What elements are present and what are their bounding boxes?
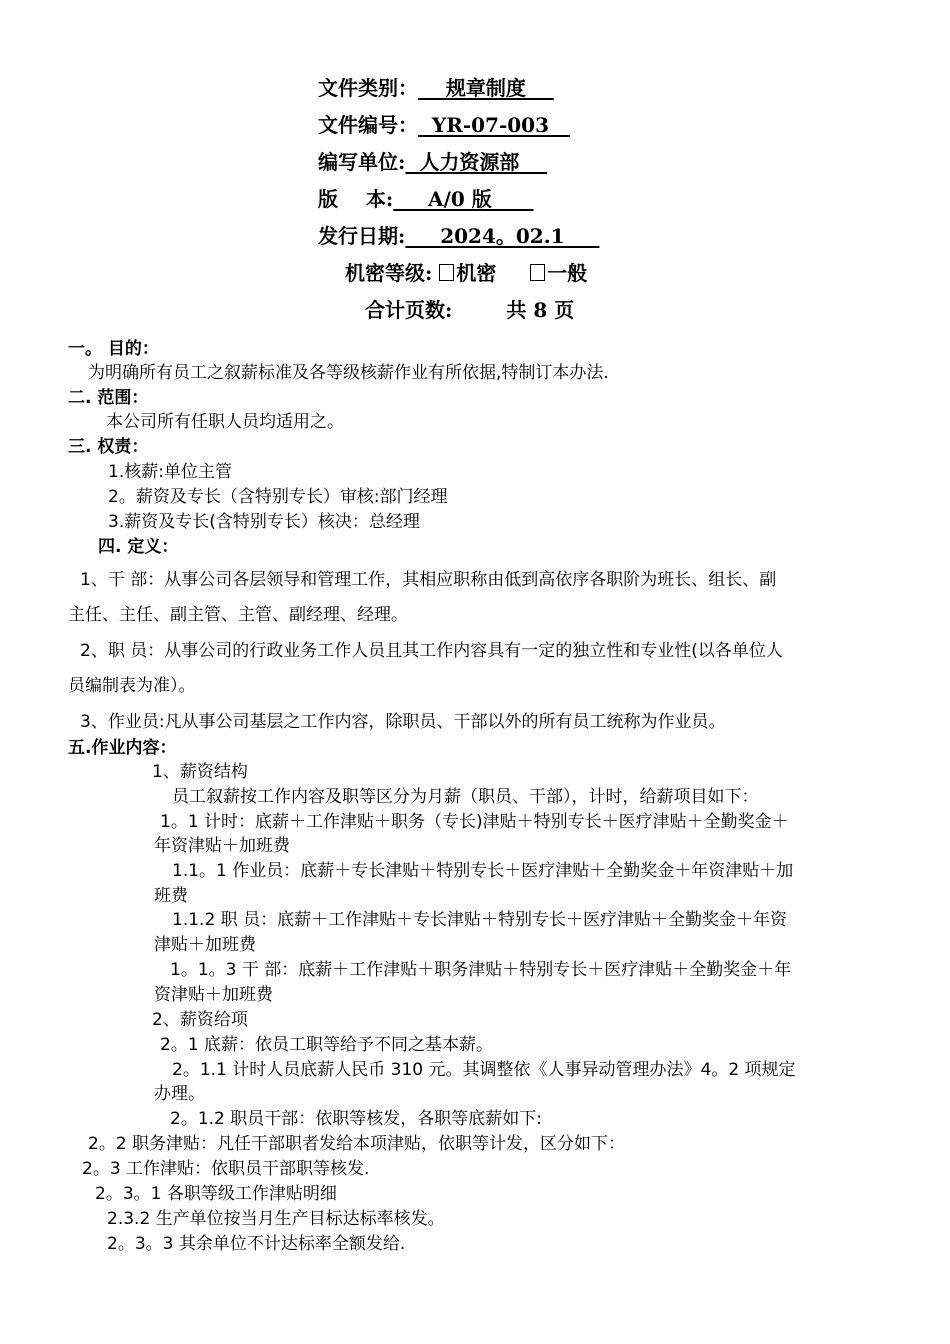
secret-option-2: 一般 [547,261,588,285]
section-4-item-3: 3、作业员:凡从事公司基层之工作内容，除职员、干部以外的所有员工统称为作业员。 [80,712,726,732]
date-label: 发行日期: [318,224,406,248]
section-5-2-1-1b: 办理。 [154,1084,205,1104]
section-3-item-1: 1.核薪:单位主管 [108,462,232,482]
section-2-title: 二. 范围： [68,388,149,408]
section-2-text: 本公司所有任职人员均适用之。 [106,412,344,432]
section-5-1-1-3b: 资津贴＋加班费 [154,985,273,1005]
secret-line [345,260,587,286]
pages-value: 共 8 页 [506,298,575,322]
section-5-2-1: 2。1 底薪：依员工职等给予不同之基本薪。 [160,1035,494,1055]
unit-value: 人力资源部 [405,150,548,174]
section-3-item-2: 2。薪资及专长（含特别专长）审核:部门经理 [108,487,448,507]
section-3-item-3: 3.薪资及专长(含特别专长）核决：总经理 [108,512,420,532]
section-4-item-1b: 主任、主任、副主管、主管、副经理、经理。 [68,605,408,625]
number-line [318,112,570,138]
pages-line [365,297,574,323]
section-4-item-1a: 1、干 部：从事公司各层领导和管理工作，其相应职称由低到高依序各职阶为班长、组长、副 [80,570,777,590]
number-label: 文件编号： [318,113,418,137]
date-line [318,223,599,249]
date-value: 2024。02.1 [405,224,600,248]
category-line [318,75,554,101]
version-line [318,186,534,212]
checkbox-general[interactable] [530,264,545,281]
version-value: A/0 版 [393,187,534,211]
section-4-item-2b: 员编制表为准）。 [68,676,196,696]
section-5-2: 2、薪资给项 [152,1010,248,1030]
section-5-2-1-2: 2。1.2 职员干部：依职等核发，各职等底薪如下: [170,1109,542,1129]
checkbox-secret[interactable] [439,264,454,281]
section-5-1: 1、薪资结构 [152,762,248,782]
unit-label: 编写单位: [318,150,406,174]
section-5-1-intro: 员工叙薪按工作内容及职等区分为月薪（职员、干部），计时，给薪项目如下： [172,787,759,807]
section-5-2-2: 2。2 职务津贴：凡任干部职者发给本项津贴，依职等计发，区分如下： [88,1134,626,1154]
section-5-2-3-2: 2.3.2 生产单位按当月生产目标达标率核发。 [107,1209,445,1229]
category-label: 文件类别： [318,76,418,100]
section-5-1-1a: 1。1 计时：底薪＋工作津贴＋职务（专长)津贴＋特别专长＋医疗津贴＋全勤奖金＋ [160,812,789,832]
section-5-2-3-1: 2。3。1 各职等级工作津贴明细 [95,1184,337,1204]
section-5-title: 五.作业内容： [68,738,177,758]
section-5-1-1-2a: 1.1.2 职 员：底薪＋工作津贴＋专长津贴＋特别专长＋医疗津贴＋全勤奖金＋年资 [172,910,788,930]
section-5-1-1b: 年资津贴＋加班费 [154,836,290,856]
section-3-title: 三. 权责： [68,437,149,457]
secret-label: 机密等级: [345,261,433,285]
section-5-1-1-1a: 1.1。1 作业员：底薪＋专长津贴＋特别专长＋医疗津贴＋全勤奖金＋年资津贴＋加 [172,861,794,881]
section-5-1-1-3a: 1。1。3 干 部：底薪＋工作津贴＋职务津贴＋特别专长＋医疗津贴＋全勤奖金＋年 [170,960,792,980]
section-5-1-1-1b: 班费 [154,886,188,906]
pages-label: 合计页数: [365,298,453,322]
section-5-2-3: 2。3 工作津贴：依职员干部职等核发. [82,1159,370,1179]
section-5-1-1-2b: 津贴＋加班费 [154,935,256,955]
section-5-2-3-3: 2。3。3 其余单位不计达标率全额发给. [107,1234,406,1254]
section-4-title: 四. 定义： [98,537,179,557]
section-4-item-2a: 2、职 员：从事公司的行政业务工作人员且其工作内容具有一定的独立性和专业性(以各单位人 [80,641,783,661]
unit-line [318,149,547,175]
secret-option-1: 机密 [456,261,497,285]
section-1-text: 为明确所有员工之叙薪标准及各等级核薪作业有所依据,特制订本办法. [88,363,609,383]
section-1-title: 一。 目的： [68,339,159,359]
number-value: YR-07-003 [418,113,570,137]
category-value: 规章制度 [418,76,554,100]
section-5-2-1-1a: 2。1.1 计时人员底薪人民币 310 元。其调整依《人事异动管理办法》4。2 项规定 [172,1060,796,1080]
version-label: 版 本: [318,187,394,211]
